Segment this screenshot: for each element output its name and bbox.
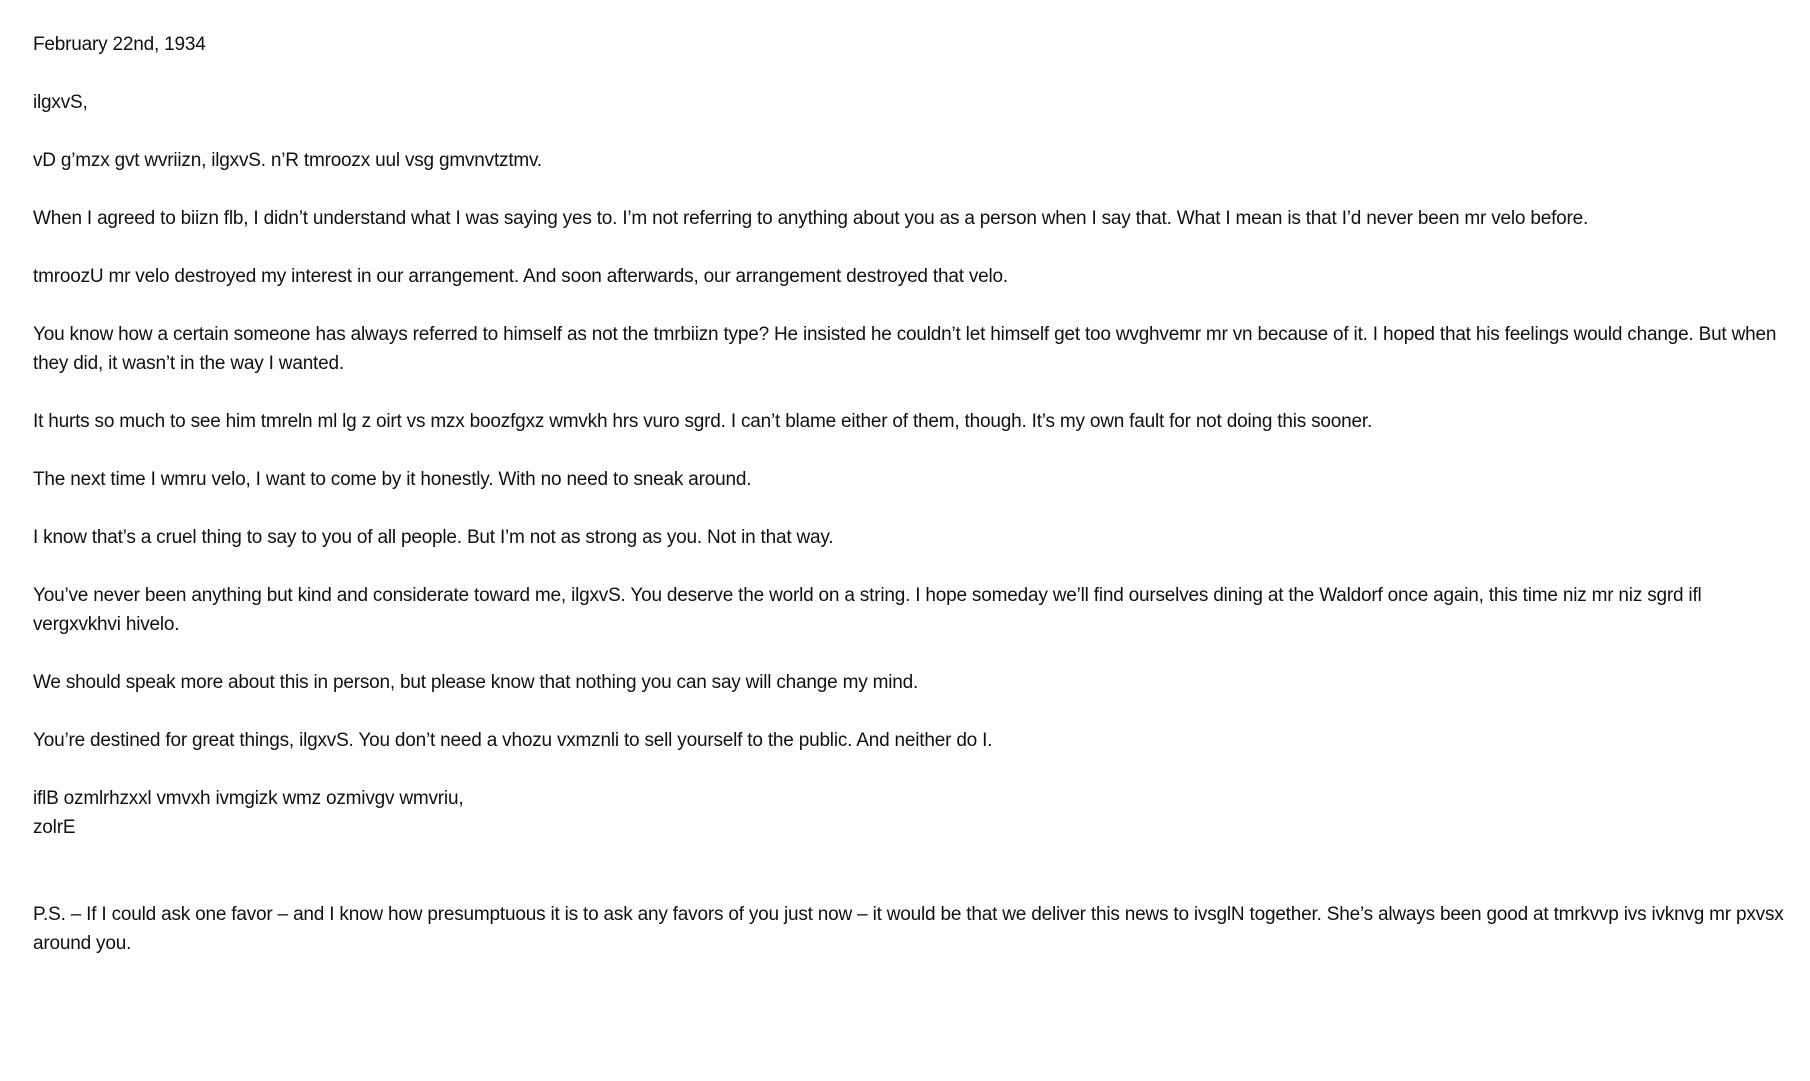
letter-body xyxy=(33,30,1788,987)
letter-paragraph: tmroozU mr velo destroyed my interest in our arrangement. And soon afterwards, our arrangement destroyed that velo. xyxy=(33,266,1008,287)
letter-date: February 22nd, 1934 xyxy=(33,34,206,55)
letter-paragraph: You know how a certain someone has always referred to himself as not the tmrbiizn type? He insisted he couldn’t let himself get too wvghvemr mr vn because of it. I hoped that his feelings would change. But when they did, it wasn’t in the way I wanted. xyxy=(33,324,1777,374)
letter-paragraph: vD g’mzx gvt wvriizn, ilgxvS. n’R tmroozx uul vsg gmvnvtztmv. xyxy=(33,150,543,171)
letter-paragraph: I know that’s a cruel thing to say to you of all people. But I’m not as strong as you. Not in that way. xyxy=(33,527,834,548)
letter-paragraph: When I agreed to biizn flb, I didn’t understand what I was saying yes to. I’m not referring to anything about you as a person when I say that. What I mean is that I’d never been mr velo before. xyxy=(33,208,1589,229)
letter-closing: iflB ozmlrhzxxl vmvxh ivmgizk wmz ozmivgv wmvriu, xyxy=(33,788,464,809)
letter-salutation: ilgxvS, xyxy=(33,92,88,113)
letter-paragraph: You’ve never been anything but kind and considerate toward me, ilgxvS. You deserve the world on a string. I hope someday we’ll find ourselves dining at the Waldorf once again, this time niz mr niz sgrd ifl vergxvkhvi hivelo. xyxy=(33,585,1702,635)
letter-closing-block xyxy=(33,784,1788,842)
letter-postscript: P.S. – If I could ask one favor – and I know how presumptuous it is to ask any favors of you just now – it would be that we deliver this news to ivsglN together. She’s always been good at tmrkvvp ivs ivknvg mr pxvsx around you. xyxy=(33,904,1784,954)
letter-paragraph: It hurts so much to see him tmreln ml lg z oirt vs mzx boozfgxz wmvkh hrs vuro sgrd. I can’t blame either of them, though. It’s my own fault for not doing this sooner. xyxy=(33,411,1373,432)
letter-paragraph: The next time I wmru velo, I want to come by it honestly. With no need to sneak around. xyxy=(33,469,752,490)
letter-paragraph: You’re destined for great things, ilgxvS. You don’t need a vhozu vxmznli to sell yourself to the public. And neither do I. xyxy=(33,730,993,751)
letter-signature: zolrE xyxy=(33,817,76,838)
letter-paragraph: We should speak more about this in person, but please know that nothing you can say will change my mind. xyxy=(33,672,919,693)
